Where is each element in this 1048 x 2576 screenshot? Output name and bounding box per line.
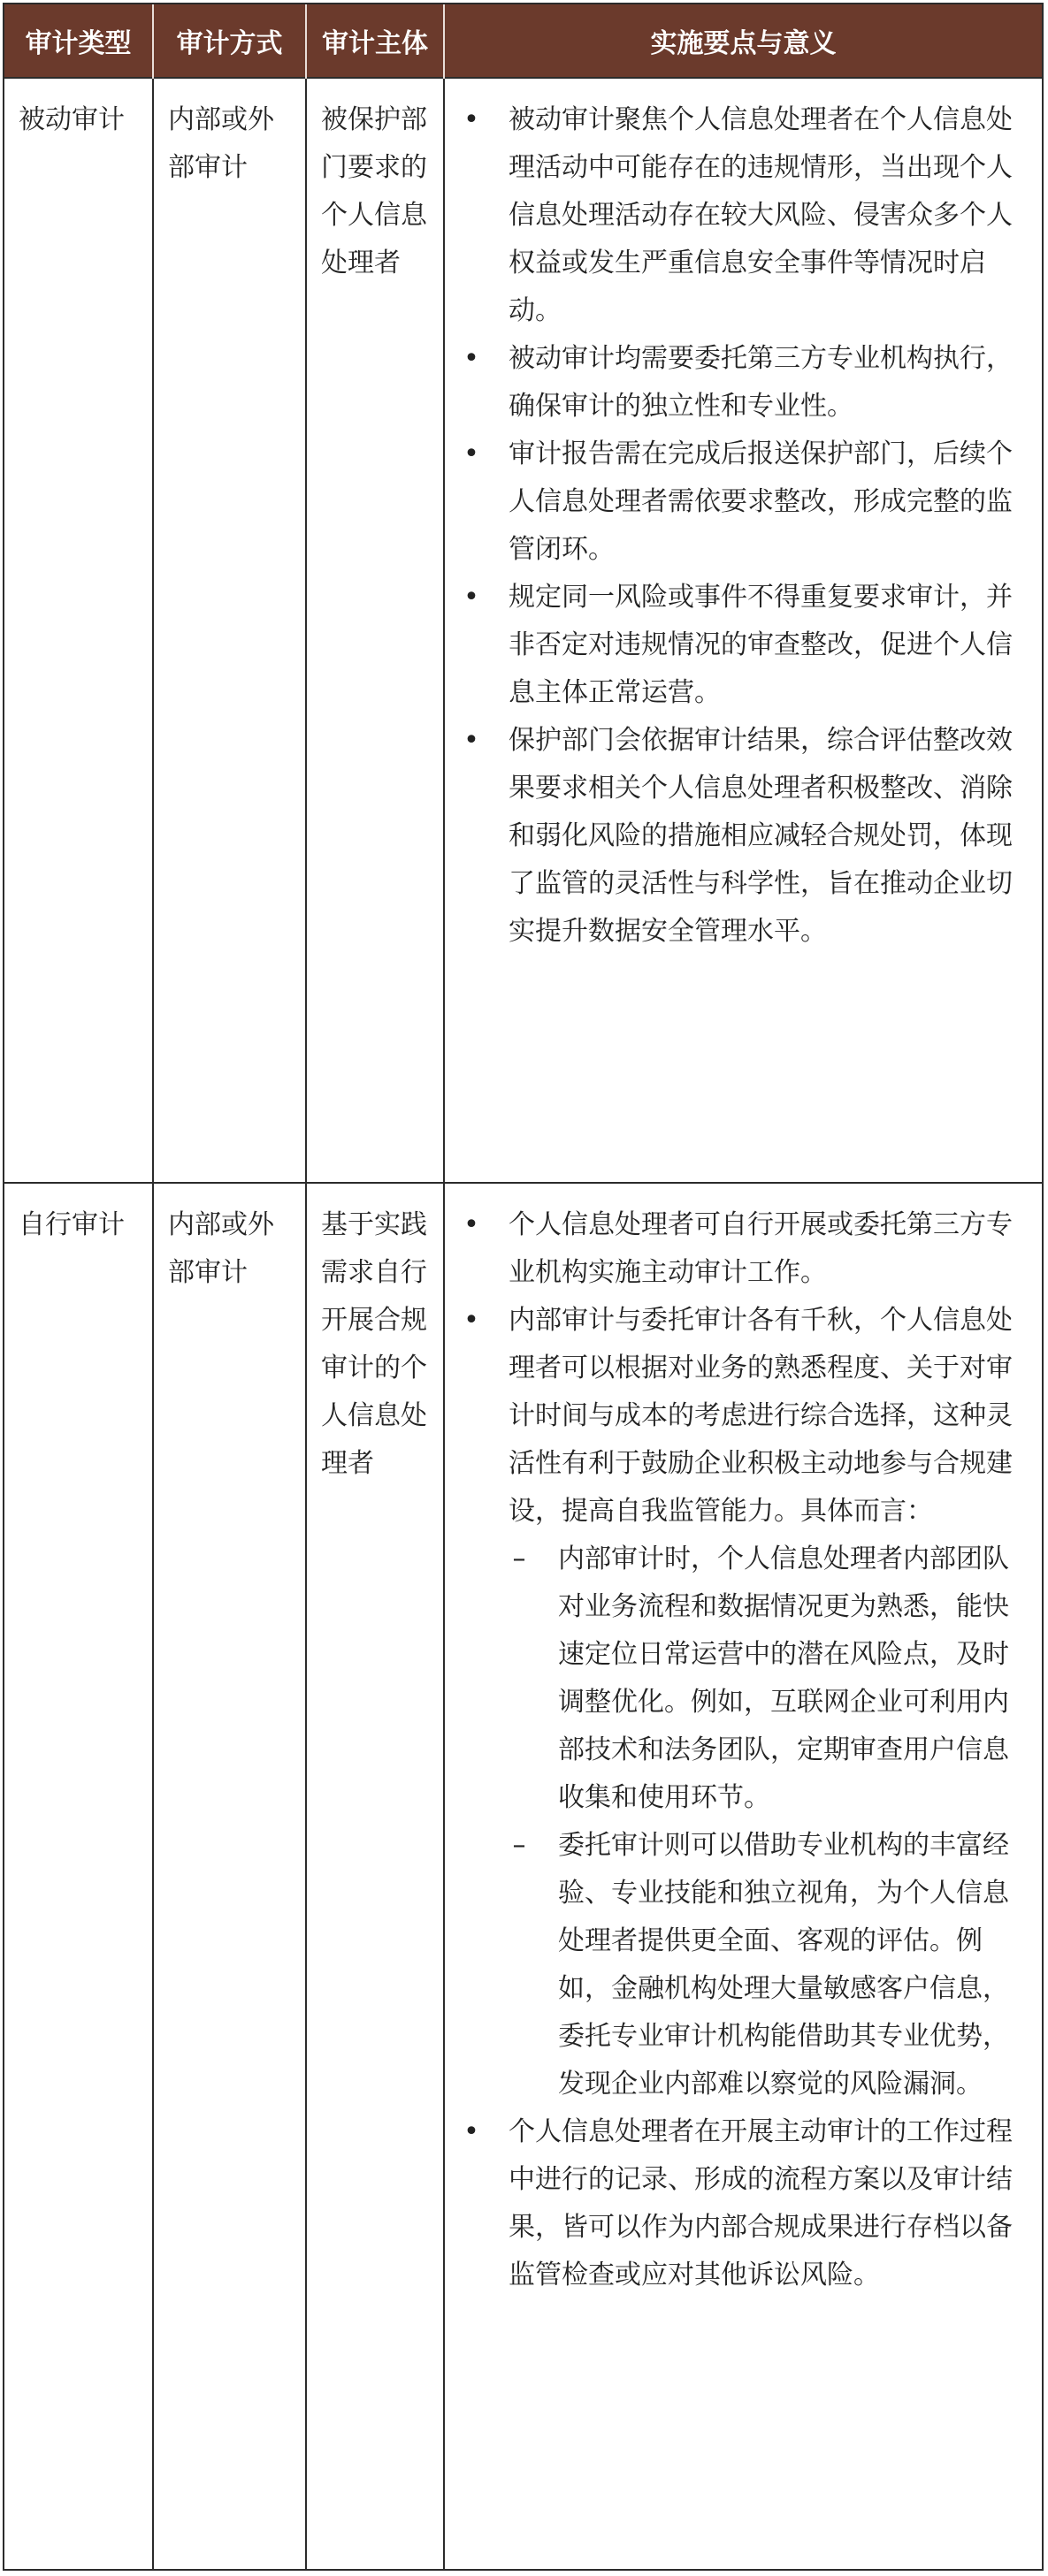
header-audit-subject: 审计主体 (306, 4, 444, 78)
bullet-icon: • (463, 2116, 479, 2147)
audit-table-frame (3, 3, 1044, 2571)
list-item: • 被动审计均需要委托第三方专业机构执行，确保审计的独立性和专业性。 (459, 335, 1033, 431)
list-item: • 规定同一风险或事件不得重复要求审计，并非否定对违规情况的审查整改，促进个人信息主体正常运营。 (459, 574, 1033, 717)
cell-audit-type: 被动审计 (4, 78, 153, 1183)
bullet-icon: • (463, 104, 479, 135)
cell-audit-type: 自行审计 (4, 1183, 153, 2571)
bullet-icon: • (463, 1305, 479, 1336)
bullet-icon: • (463, 725, 479, 756)
cell-audit-method: 内部或外部审计 (153, 78, 306, 1183)
dash-icon: – (512, 1543, 526, 1574)
table-row (4, 1183, 1042, 2571)
header-audit-method: 审计方式 (153, 4, 306, 78)
bullet-icon: • (463, 582, 479, 613)
cell-audit-subject: 基于实践需求自行开展合规审计的个人信息处理者 (306, 1183, 444, 2571)
table-header-row (4, 4, 1042, 78)
list-item: • 审计报告需在完成后报送保护部门，后续个人信息处理者需依要求整改，形成完整的监管闭环。 (459, 431, 1033, 574)
list-item: • 个人信息处理者可自行开展或委托第三方专业机构实施主动审计工作。 (459, 1201, 1033, 1297)
dash-icon: – (512, 1830, 526, 1861)
bullet-icon: • (463, 438, 479, 469)
header-key-points: 实施要点与意义 (444, 4, 1042, 78)
bullet-icon: • (463, 343, 479, 374)
list-item: • 内部审计与委托审计各有千秋，个人信息处理者可以根据对业务的熟悉程度、关于对审计时间与成本的考虑进行综合选择，这种灵活性有利于鼓励企业积极主动地参与合规建设，提高自我监管能力。具体而言： – 内部审计时，个人信息处理者内部团队对业务流程和数据情况更为熟悉，能快速定位日常运营中的潜在风险点，及时调整优化。例如，互联网企业可利用内部技术和法务团队，定期审查用户信息收集和使用环节。 – 委托审计则可以借助专业机构的丰富经验、专业技能和独立视角，为个人信息处理者提供更全面、客观的评估。例如，金融机构处理大量敏感客户信息，委托专业审计机构能借助其专业优势，发现企业内部难以察觉的风险漏洞。 (459, 1297, 1033, 2108)
list-item: • 保护部门会依据审计结果，综合评估整改效果要求相关个人信息处理者积极整改、消除和弱化风险的措施相应减轻合规处罚，体现了监管的灵活性与科学性，旨在推动企业切实提升数据安全管理水平。 (459, 717, 1033, 956)
list-item: • 被动审计聚焦个人信息处理者在个人信息处理活动中可能存在的违规情形，当出现个人信息处理活动存在较大风险、侵害众多个人权益或发生严重信息安全事件等情况时启动。 (459, 96, 1033, 335)
list-item: • 个人信息处理者在开展主动审计的工作过程中进行的记录、形成的流程方案以及审计结果，皆可以作为内部合规成果进行存档以备监管检查或应对其他诉讼风险。 (459, 2108, 1033, 2299)
points-list (459, 1201, 1033, 2299)
points-list (459, 96, 1033, 956)
bullet-icon: • (463, 1209, 479, 1240)
cell-audit-method: 内部或外部审计 (153, 1183, 306, 2571)
table-row (4, 78, 1042, 1183)
cell-key-points (444, 1183, 1042, 2571)
sub-list-item: – 内部审计时，个人信息处理者内部团队对业务流程和数据情况更为熟悉，能快速定位日常运营中的潜在风险点，及时调整优化。例如，互联网企业可利用内部技术和法务团队，定期审查用户信息收集和使用环节。 (509, 1536, 1033, 1822)
sub-points-list (509, 1536, 1033, 2108)
cell-audit-subject: 被保护部门要求的个人信息处理者 (306, 78, 444, 1183)
header-audit-type: 审计类型 (4, 4, 153, 78)
audit-table (4, 4, 1042, 2571)
sub-list-item: – 委托审计则可以借助专业机构的丰富经验、专业技能和独立视角，为个人信息处理者提供更全面、客观的评估。例如，金融机构处理大量敏感客户信息，委托专业审计机构能借助其专业优势，发现企业内部难以察觉的风险漏洞。 (509, 1822, 1033, 2108)
cell-key-points (444, 78, 1042, 1183)
